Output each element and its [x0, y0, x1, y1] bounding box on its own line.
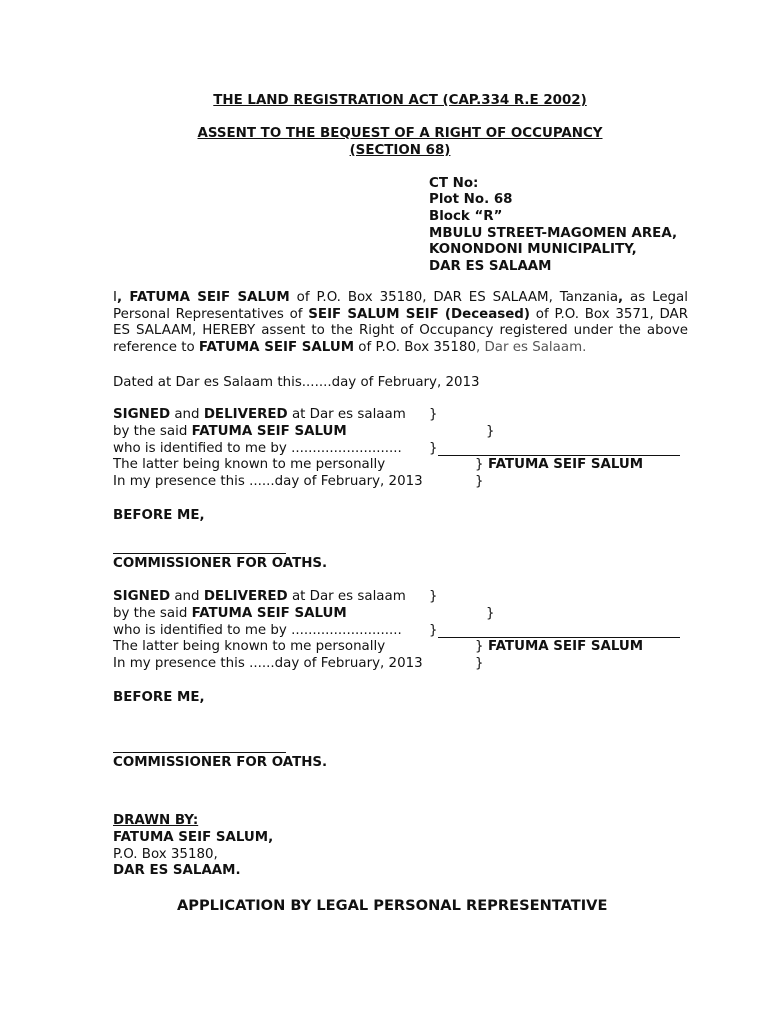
drawer-name: FATUMA SEIF SALUM, [113, 830, 274, 845]
plot-number: Plot No. 68 [429, 192, 513, 207]
signer-name: FATUMA SEIF SALUM [191, 424, 347, 439]
commissioner-signature-line [113, 752, 286, 753]
municipality: KONONDONI MUNICIPALITY, [429, 242, 637, 257]
and-text: and [170, 407, 204, 422]
drawer-city: DAR ES SALAAM. [113, 863, 241, 878]
and-text: and [170, 589, 204, 604]
para-text: of P.O. Box 3571, DAR ES SALAAM, HEREBY assent to the Right of Occupancy registered under the above reference to [113, 306, 689, 355]
para-city: , Dar es Salaam. [475, 339, 587, 355]
identified-line: who is identified to me by .......................... [113, 623, 402, 638]
application-title: APPLICATION BY LEGAL PERSONAL REPRESENTATIVE [177, 897, 608, 914]
latter-line: The latter being known to me personally [113, 457, 386, 472]
para-text: I [113, 290, 117, 305]
brace: } [486, 606, 495, 621]
deceased-name: SEIF SALUM SEIF (Deceased) [308, 306, 531, 322]
brace: } [429, 407, 438, 422]
signatory-name: FATUMA SEIF SALUM [488, 457, 644, 472]
identified-line: who is identified to me by .......................... [113, 441, 402, 456]
city: DAR ES SALAAM [429, 259, 552, 274]
by-said-text: by the said [113, 424, 192, 439]
brace: } [475, 656, 484, 671]
commissioner-label: COMMISSIONER FOR OATHS. [113, 755, 328, 770]
delivered-label: DELIVERED [203, 589, 288, 604]
act-title: THE LAND REGISTRATION ACT (CAP.334 R.E 2002) [213, 93, 587, 108]
brace: } [475, 457, 484, 472]
brace: } [475, 474, 484, 489]
brace: } [486, 424, 495, 439]
by-said-line [113, 423, 347, 440]
before-me: BEFORE ME, [113, 690, 205, 705]
delivered-label: DELIVERED [203, 407, 288, 422]
para-text: as Legal Personal Representatives of [113, 290, 688, 322]
signed-delivered-line [113, 406, 406, 423]
presence-line: In my presence this ......day of February, 2013 [113, 474, 423, 489]
commissioner-signature-line [113, 553, 286, 554]
by-said-line [113, 605, 347, 622]
para-text: of P.O. Box 35180 [354, 339, 476, 355]
brace: } [475, 639, 484, 654]
commissioner-label: COMMISSIONER FOR OATHS. [113, 556, 328, 571]
by-said-text: by the said [113, 606, 192, 621]
block-label: Block “R” [429, 209, 503, 224]
signatory-name: FATUMA SEIF SALUM [488, 639, 644, 654]
assent-title: ASSENT TO THE BEQUEST OF A RIGHT OF OCCUPANCY [197, 126, 603, 141]
presence-line: In my presence this ......day of February, 2013 [113, 656, 423, 671]
dated-line: Dated at Dar es Salaam this.......day of February, 2013 [113, 375, 480, 390]
street-address: MBULU STREET-MAGOMEN AREA, [429, 226, 678, 241]
beneficiary-name: FATUMA SEIF SALUM [198, 339, 355, 355]
brace: } [429, 441, 438, 456]
signed-label: SIGNED [113, 589, 171, 604]
section-title: (SECTION 68) [349, 143, 451, 158]
before-me: BEFORE ME, [113, 508, 205, 523]
para-comma: , [618, 290, 624, 305]
brace: } [429, 623, 438, 638]
signed-delivered-line [113, 588, 406, 605]
drawn-by-label: DRAWN BY: [113, 813, 199, 828]
drawer-po-box: P.O. Box 35180, [113, 847, 218, 862]
place-text: at Dar es salaam [287, 589, 406, 604]
assent-paragraph [113, 290, 688, 356]
ct-number: CT No: [429, 176, 479, 191]
assentor-name: , FATUMA SEIF SALUM [116, 290, 290, 305]
brace: } [429, 589, 438, 604]
para-text: of P.O. Box 35180, DAR ES SALAAM, Tanzania [289, 290, 619, 305]
place-text: at Dar es salaam [287, 407, 406, 422]
signed-label: SIGNED [113, 407, 171, 422]
latter-line: The latter being known to me personally [113, 639, 386, 654]
signer-name: FATUMA SEIF SALUM [191, 606, 347, 621]
